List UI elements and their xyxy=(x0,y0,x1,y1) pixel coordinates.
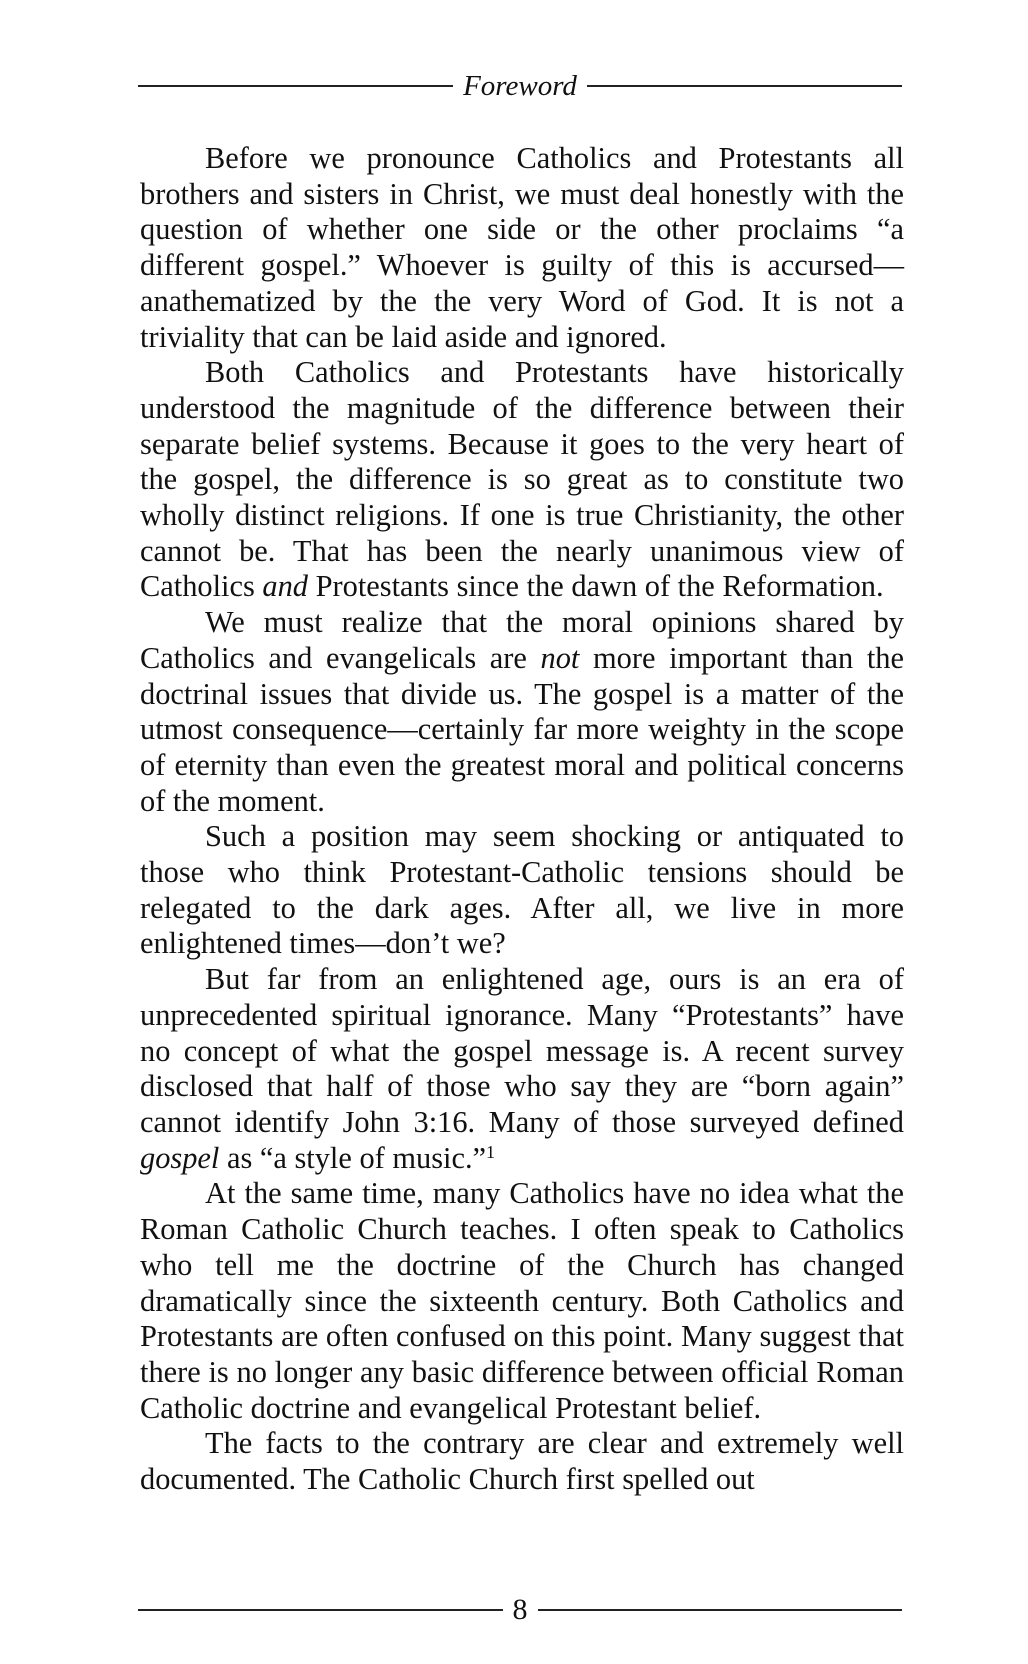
italic-emphasis: not xyxy=(540,640,580,675)
text-run: as “a style of music.” xyxy=(219,1140,487,1175)
head-rule-left xyxy=(138,85,453,87)
paragraph xyxy=(140,141,904,355)
text-run: We must realize that the moral opinions shared by Catholics and evangelicals are xyxy=(140,605,904,675)
paragraph xyxy=(140,962,904,1176)
folio xyxy=(138,1590,902,1630)
folio-rule-right xyxy=(538,1609,903,1611)
paragraph xyxy=(140,1426,904,1497)
paragraph xyxy=(140,355,904,605)
italic-emphasis: gospel xyxy=(140,1140,220,1175)
folio-rule-left xyxy=(138,1609,503,1611)
footnote-marker: 1 xyxy=(486,1141,496,1162)
paragraph xyxy=(140,1176,904,1426)
page-number: 8 xyxy=(512,1593,528,1626)
paragraph xyxy=(140,605,904,819)
text-run: But far from an enlightened age, ours is an era of unprecedented spiritual ignorance. Many “Protestants” have no concept of what the gospel message is. A recent survey disclosed that half of those who say they are “born again” cannot identify John 3:16. Many of those surveyed defined xyxy=(140,962,904,1139)
italic-emphasis: and xyxy=(262,569,308,604)
text-run: more important than the doctrinal issues that divide us. The gospel is a matter of the utmost consequence—certainly far more weighty in the scope of eternity than even the greatest moral and political concerns of the moment. xyxy=(140,640,904,818)
text-run: Both Catholics and Protestants have historically understood the magnitude of the difference between their separate belief systems. Because it goes to the very heart of the gospel, the difference is so great as to constitute two wholly distinct religions. If one is true Christianity, the other cannot be. That has been the nearly unanimous view of Catholics xyxy=(140,355,904,604)
running-head-title: Foreword xyxy=(463,70,577,102)
text-run: At the same time, many Catholics have no idea what the Roman Catholic Church teaches. I often speak to Catholics who tell me the doctrine of the Church has changed dramatically since the sixteenth century. Both Catholics and Protestants are often confused on this point. Many suggest that there is no longer any basic difference between official Roman Catholic doctrine and evangelical Protestant belief. xyxy=(140,1176,904,1425)
paragraph xyxy=(140,819,904,962)
text-run: Protestants since the dawn of the Reformation. xyxy=(308,569,884,604)
text-run: Before we pronounce Catholics and Protestants all brothers and sisters in Christ, we must deal honestly with the question of whether one side or the other proclaims “a different gospel.” Whoever is guilty of this is accursed—anathematized by the the very Word of God. It is not a triviality that can be laid aside and ignored. xyxy=(140,141,904,354)
body-text xyxy=(140,141,904,1498)
running-head xyxy=(138,66,902,106)
text-run: The facts to the contrary are clear and extremely well documented. The Catholic Church first spelled out xyxy=(140,1426,904,1497)
head-rule-right xyxy=(587,85,902,87)
text-run: Such a position may seem shocking or antiquated to those who think Protestant-Catholic tensions should be relegated to the dark ages. After all, we live in more enlightened times—don’t we? xyxy=(140,819,904,961)
